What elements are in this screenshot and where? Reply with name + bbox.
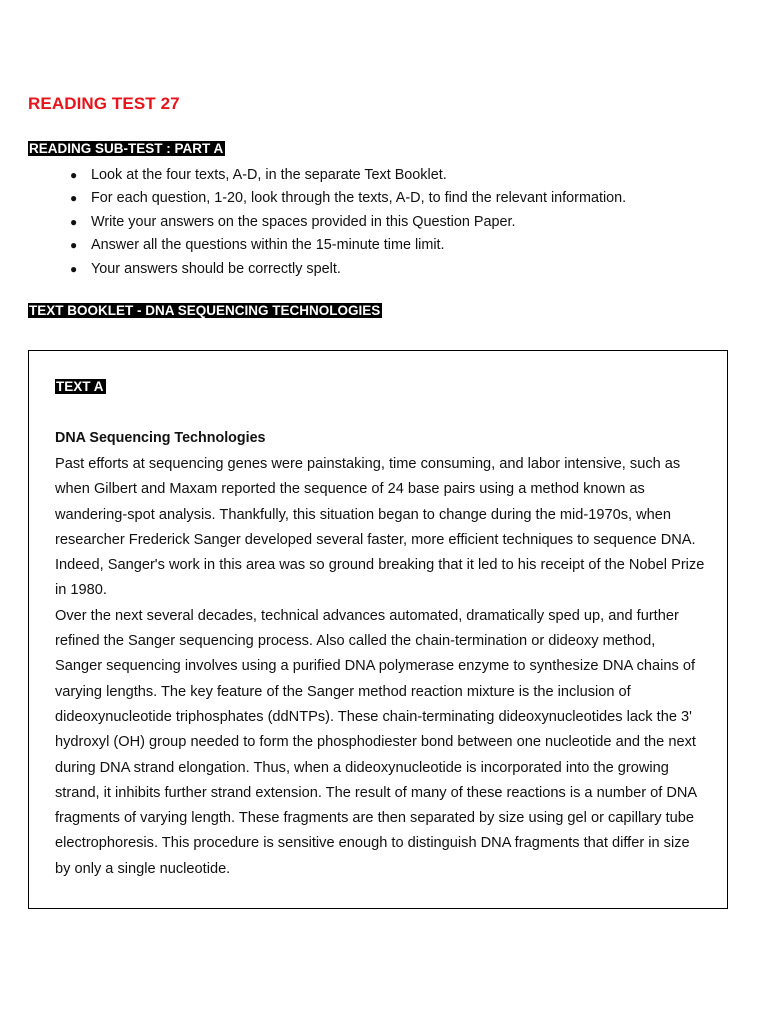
article-body [55, 452, 705, 882]
instruction-item [70, 164, 626, 187]
article-title: DNA Sequencing Technologies [55, 430, 266, 446]
subtest-heading [28, 140, 225, 157]
instruction-item [70, 234, 626, 257]
bullet-icon: ● [70, 191, 78, 206]
article-paragraph: Over the next several decades, technical advances automated, dramatically sped up, and further refined the Sanger sequencing process. Also called the chain-termination or dideoxy method, Sanger sequencing involves using a purified DNA polymerase enzyme to synthesize DNA chains of varying lengths. The key feature of the Sanger method reaction mixture is the inclusion of dideoxynucleotide triphosphates (ddNTPs). These chain-terminating dideoxynucleotides lack the 3' hydroxyl (OH) group needed to form the phosphodiester bond between one nucleotide and the next during DNA strand elongation. Thus, when a dideoxynucleotide is incorporated into the growing strand, it inhibits further strand extension. The result of many of these reactions is a number of DNA fragments of varying length. These fragments are then separated by size using gel or capillary tube electrophoresis. This procedure is sensitive enough to distinguish DNA fragments that differ in size by only a single nucleotide. [55, 607, 697, 877]
instruction-item [70, 211, 626, 234]
text-a-label-text: TEXT A [56, 379, 104, 394]
bullet-icon: ● [70, 238, 78, 253]
text-a-box [28, 350, 728, 909]
instruction-text: For each question, 1-20, look through the texts, A-D, to find the relevant information. [91, 190, 627, 207]
instruction-text: Write your answers on the spaces provided in this Question Paper. [91, 213, 516, 230]
bullet-icon: ● [70, 168, 78, 182]
instruction-text: Your answers should be correctly spelt. [91, 260, 341, 277]
booklet-heading [28, 302, 382, 319]
instruction-item [70, 187, 626, 210]
text-a-label [55, 378, 106, 395]
subtest-heading-text: READING SUB-TEST : PART A [29, 141, 224, 156]
instruction-item [70, 258, 626, 281]
page-title: READING TEST 27 [28, 94, 180, 113]
instruction-text: Answer all the questions within the 15-minute time limit. [91, 237, 445, 254]
booklet-heading-text: TEXT BOOKLET - DNA SEQUENCING TECHNOLOGIES [29, 303, 381, 318]
bullet-icon: ● [70, 214, 78, 229]
instruction-list [70, 164, 626, 281]
bullet-icon: ● [70, 261, 78, 276]
instruction-text: Look at the four texts, A-D, in the separate Text Booklet. [91, 167, 447, 183]
article-paragraph: Past efforts at sequencing genes were painstaking, time consuming, and labor intensive, such as when Gilbert and Maxam reported the sequence of 24 base pairs using a method known as wandering-spot analysis. Thankfully, this situation began to change during the mid-1970s, when researcher Frederick Sanger developed several faster, more efficient techniques to sequence DNA. Indeed, Sanger's work in this area was so ground breaking that it led to his receipt of the Nobel Prize in 1980. [55, 456, 705, 599]
